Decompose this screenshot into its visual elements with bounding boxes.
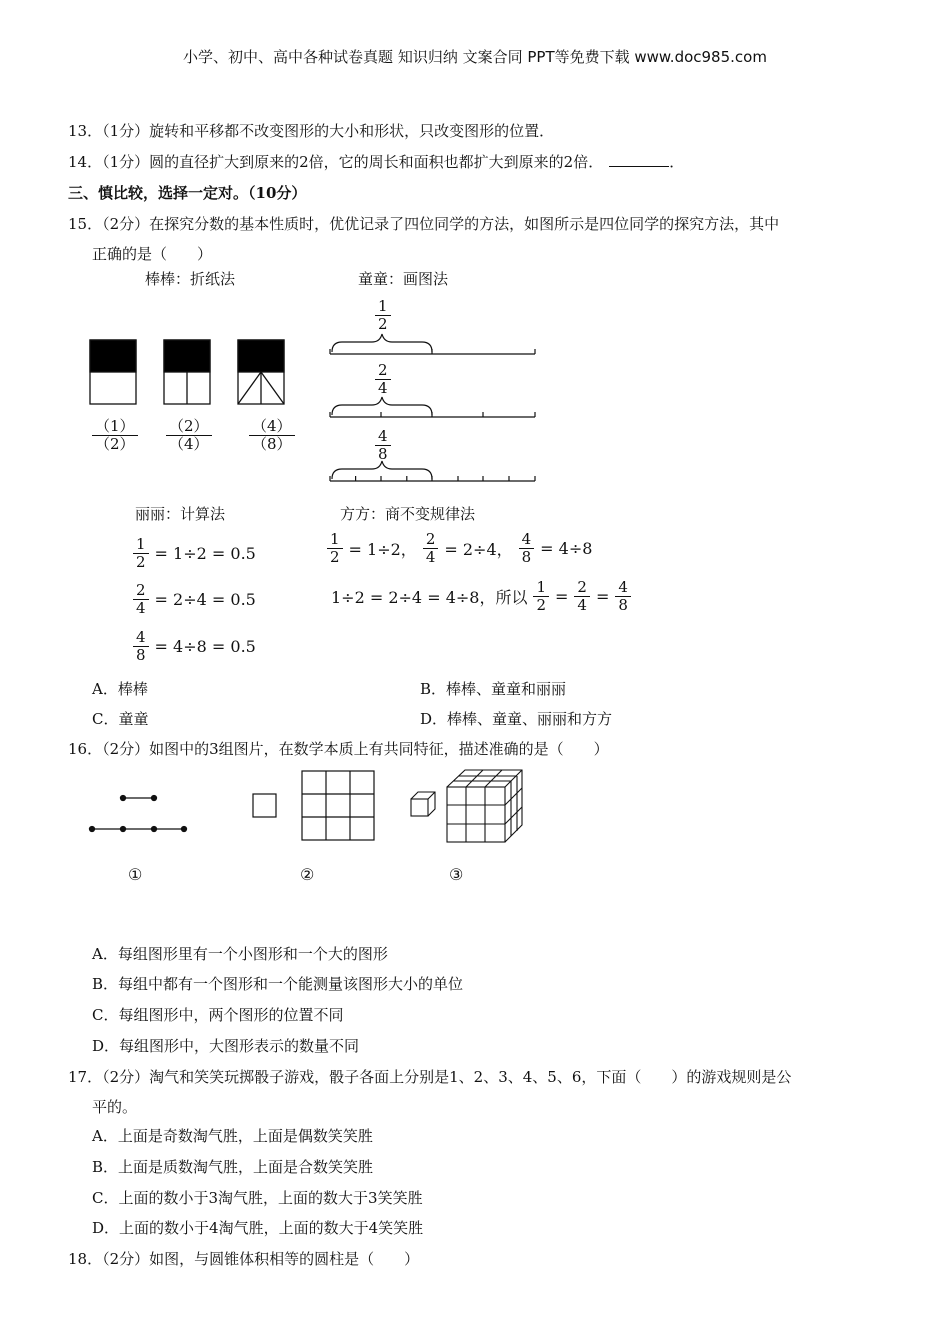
draw-frac-2-num: 2 <box>375 362 391 380</box>
segment-figure <box>90 796 187 832</box>
paper-frac-1-den: （2） <box>95 435 135 453</box>
q17-option-d[interactable]: D．上面的数小于4淘气胜，上面的数大于4笑笑胜 <box>92 1219 424 1237</box>
question-14-text: 14．（1分）圆的直径扩大到原来的2倍，它的周长和面积也都扩大到原来的2倍． <box>68 153 604 171</box>
q16-option-a[interactable]: A．每组图形里有一个小图形和一个大的图形 <box>92 945 388 963</box>
fang-l2-f2-den: 4 <box>577 596 587 614</box>
lili-row-1-num: 1 <box>133 536 149 554</box>
fang-l1-f1-num: 1 <box>327 531 343 549</box>
lili-row-2-num: 2 <box>133 582 149 600</box>
fang-l1-f3-den: 8 <box>521 548 532 566</box>
draw-frac-1-num: 1 <box>375 298 391 316</box>
page-header: 小学、初中、高中各种试卷真题 知识归纳 文案合同 PPT等免费下载 www.doc985.com <box>183 48 767 66</box>
draw-frac-3-den: 8 <box>378 445 388 463</box>
question-13: 13．（1分）旋转和平移都不改变图形的大小和形状，只改变图形的位置． <box>68 122 555 140</box>
lili-row-3-num: 4 <box>133 629 149 647</box>
paper-frac-2-num: （2） <box>166 418 212 436</box>
question-15-line1: 15．（2分）在探究分数的基本性质时，优优记录了四位同学的方法，如图所示是四位同学的探究方法，其中 <box>68 215 780 233</box>
question-16: 16．（2分）如图中的3组图片，在数学本质上有共同特征，描述准确的是（ ） <box>68 740 609 758</box>
fang-l2-f1-den: 2 <box>536 596 547 614</box>
fang-l1-f1-rest: = 1÷2， <box>348 540 417 559</box>
q15-option-d[interactable]: D．棒棒、童童、丽丽和方方 <box>420 710 613 728</box>
draw-frac-3-num: 4 <box>375 428 391 446</box>
paper-frac-2-den: （4） <box>169 435 209 453</box>
question-14-end: ． <box>669 153 685 171</box>
q16-option-c[interactable]: C．每组图形中，两个图形的位置不同 <box>92 1006 344 1024</box>
figure-label-2: ② <box>300 865 315 884</box>
question-17-line1: 17．（2分）淘气和笑笑玩掷骰子游戏，骰子各面上分别是1、2、3、4、5、6，下面（ ）的游戏规则是公 <box>68 1068 792 1086</box>
fang-l1-f2-rest: = 2÷4， <box>444 540 513 559</box>
paper-frac-1-num: （1） <box>92 418 138 436</box>
lili-title: 丽丽：计算法 <box>135 505 226 523</box>
lili-row-2-rest: = 2÷4 = 0.5 <box>154 590 256 609</box>
fang-l2-f3-den: 8 <box>618 596 628 614</box>
figure-label-3: ③ <box>449 865 464 884</box>
q15-option-a[interactable]: A．棒棒 <box>92 680 148 698</box>
lili-row-2-den: 4 <box>136 599 146 617</box>
square-figure <box>253 771 374 840</box>
q15-option-c[interactable]: C．童童 <box>92 710 149 728</box>
lili-row-3-den: 8 <box>136 646 146 664</box>
fang-l2-eq2: = <box>595 587 610 606</box>
fangfang-title: 方方：商不变规律法 <box>340 505 476 523</box>
figure-label-1: ① <box>128 865 143 884</box>
fang-l2-f3-num: 4 <box>615 579 631 597</box>
lili-row-1-den: 2 <box>136 553 146 571</box>
q17-option-c[interactable]: C．上面的数小于3淘气胜，上面的数大于3笑笑胜 <box>92 1189 423 1207</box>
tongtong-title: 童童：画图法 <box>358 270 449 288</box>
q15-option-b[interactable]: B．棒棒、童童和丽丽 <box>420 680 567 698</box>
fang-l1-f3-num: 4 <box>519 531 535 549</box>
question-15-line2: 正确的是（ ） <box>92 245 213 263</box>
q17-option-b[interactable]: B．上面是质数淘气胜，上面是合数笑笑胜 <box>92 1158 374 1176</box>
fang-l2-f2-num: 2 <box>574 579 590 597</box>
cube-figure <box>411 770 522 842</box>
fang-l2-f1-num: 1 <box>533 579 549 597</box>
lili-row-3-rest: = 4÷8 = 0.5 <box>154 637 256 656</box>
q16-option-d[interactable]: D．每组图形中，大图形表示的数量不同 <box>92 1037 360 1055</box>
bangbang-title: 棒棒：折纸法 <box>145 270 236 288</box>
question-18: 18．（2分）如图，与圆锥体积相等的圆柱是（ ） <box>68 1250 420 1268</box>
q16-option-b[interactable]: B．每组中都有一个图形和一个能测量该图形大小的单位 <box>92 975 464 993</box>
fang-l1-f3-rest: = 4÷8 <box>540 539 593 558</box>
q17-option-a[interactable]: A．上面是奇数淘气胜，上面是偶数笑笑胜 <box>92 1127 373 1145</box>
paper-frac-3-den: （8） <box>252 435 292 453</box>
lili-row-1-rest: = 1÷2 = 0.5 <box>154 544 256 563</box>
fang-l2-text: 1÷2 = 2÷4 = 4÷8，所以 <box>331 588 528 607</box>
fang-l1-f1-den: 2 <box>330 548 340 566</box>
fang-l1-f2-num: 2 <box>423 531 439 549</box>
paper-frac-3-num: （4） <box>249 418 295 436</box>
fang-l1-f2-den: 4 <box>425 548 436 566</box>
question-17-line2: 平的。 <box>92 1098 138 1116</box>
section-title: 三、慎比较，选择一定对。（10分） <box>68 184 307 202</box>
draw-frac-1-den: 2 <box>378 315 388 333</box>
draw-frac-2-den: 4 <box>378 379 388 397</box>
fang-l2-eq1: = <box>555 587 569 606</box>
